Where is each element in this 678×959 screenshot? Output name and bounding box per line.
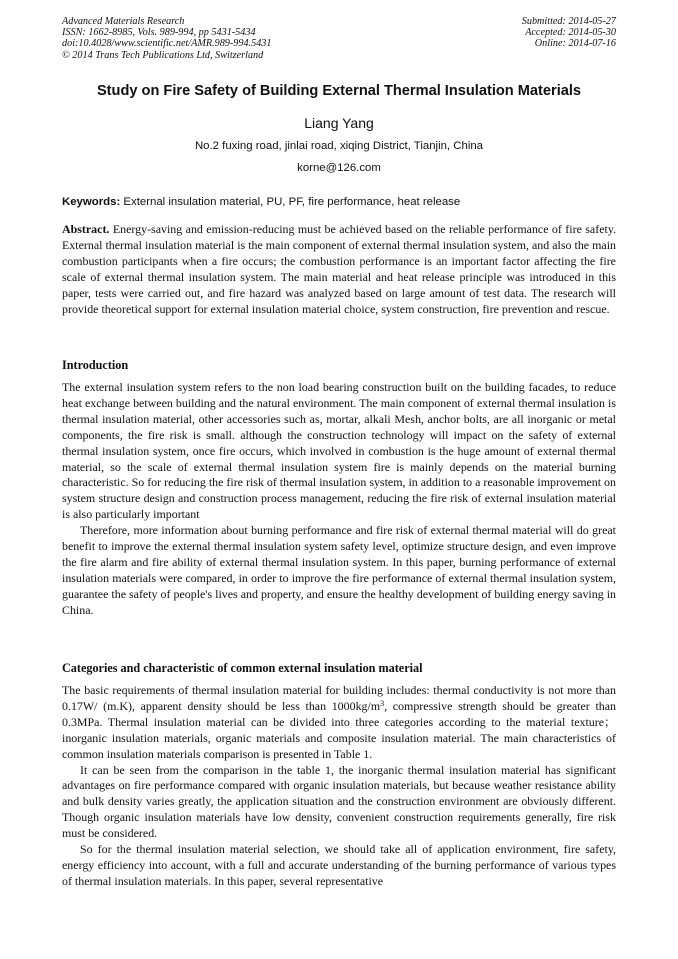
author-email: korne@126.com bbox=[297, 162, 381, 174]
intro-paragraph-2: Therefore, more information about burning performance and fire risk of external thermal material will do great benefit to improve the external thermal insulation system safety level, optimize structure design, and even improve the fire alarm and fire ability of external thermal insulation system. In this paper, burning performance of external insulation materials were compared, in order to improve the fire performance of external thermal insulation system, guarantee the safety of people's lives and property, and ensure the healthy development of building energy saving in China. bbox=[62, 523, 616, 617]
copyright-info: © 2014 Trans Tech Publications Ltd, Switzerland bbox=[62, 49, 264, 61]
abstract-section bbox=[62, 222, 616, 317]
introduction-section bbox=[62, 380, 616, 619]
categories-p1-part2: , compressive strength should be greater than 0.3MPa. Thermal insulation material can be divided into three categories according to the material texture；inorganic insulation materials, organic materials and composite insulation material. The main characteristics of common insulation materials comparison is presented in Table 1. bbox=[62, 698, 616, 761]
doi-info: doi:10.4028/www.scientific.net/AMR.989-994.5431 bbox=[62, 38, 272, 50]
keywords-text: External insulation material, PU, PF, fire performance, heat release bbox=[120, 196, 461, 208]
accepted-date: Accepted: 2014-05-30 bbox=[525, 27, 616, 39]
journal-info bbox=[62, 16, 271, 61]
paper-title: Study on Fire Safety of Building External Thermal Insulation Materials bbox=[96, 83, 582, 99]
keywords-label: Keywords: bbox=[62, 196, 121, 208]
keywords-line bbox=[62, 195, 616, 209]
publication-header bbox=[62, 16, 616, 64]
abstract-text: Energy-saving and emission-reducing must be achieved based on the reliable performance of fire safety. External thermal insulation material is the main component of external thermal insulation system, and also the main combustion participants when a fire occurs; the combustion performance is an important factor affecting the fire scale of external thermal insulation system. The main material and heat release principle was introduced in this paper, tests were carried out, and fire hazard was analyzed based on large amount of test data. The research will provide theoretical support for external insulation material choice, system construction, fire prevention and rescue. bbox=[62, 222, 616, 316]
introduction-heading: Introduction bbox=[62, 358, 129, 372]
submitted-date: Submitted: 2014-05-27 bbox=[521, 16, 616, 27]
online-date: Online: 2014-07-16 bbox=[534, 38, 616, 50]
journal-name: Advanced Materials Research bbox=[62, 16, 185, 27]
issn-info: ISSN: 1662-8985, Vols. 989-994, pp 5431-5434 bbox=[62, 27, 256, 39]
categories-paragraph-1 bbox=[62, 683, 616, 763]
superscript-3: 3 bbox=[380, 698, 385, 708]
categories-heading: Categories and characteristic of common external insulation material bbox=[62, 661, 423, 675]
author-name: Liang Yang bbox=[304, 115, 374, 131]
abstract-paragraph bbox=[62, 222, 616, 317]
intro-paragraph-1: The external insulation system refers to the non load bearing construction built on the building facades, to reduce heat exchange between building and the natural environment. The main component of external thermal insulation is thermal insulation material, other accessories such as, mortar, alkali Mesh, anchor bolts, are all inorganic or metal components, the fire risk is small. although the construction technology will impact on the safety of external thermal insulation system, once fire occurs, which involved in combustion is the huge amount of external thermal material, so the scale of external thermal insulation system fire is mainly depends on the material burning characteristic. So for reducing the fire risk of thermal insulation system, in addition to a reasonable improvement on system structure design and construction process management, reducing the fire risk of external insulation material is also particularly important bbox=[62, 380, 616, 522]
categories-paragraph-2: It can be seen from the comparison in the table 1, the inorganic thermal insulation material has significant advantages on fire performance compared with organic insulation materials, but because weather resistance ability and bulk density varies greatly, the application situation and the construction environment are obviously different. Though organic insulation materials have low density, convenient construction requirements generally, fire risk must be considered. bbox=[62, 762, 616, 841]
abstract-label: Abstract. bbox=[62, 222, 110, 236]
submission-dates bbox=[522, 16, 616, 50]
categories-paragraph-3: So for the thermal insulation material selection, we should take all of application environment, fire safety, energy efficiency into account, with a full and accurate understanding of the burning performance of various types of thermal insulation materials. In this paper, several representative bbox=[62, 842, 616, 888]
author-affiliation: No.2 fuxing road, jinlai road, xiqing District, Tianjin, China bbox=[194, 140, 484, 152]
categories-section bbox=[62, 683, 616, 890]
categories-p1-part1: The basic requirements of thermal insulation material for building includes: thermal conductivity is not more than 0.17W/ (m.K), apparent density should be less than 1000kg/m bbox=[62, 683, 616, 713]
